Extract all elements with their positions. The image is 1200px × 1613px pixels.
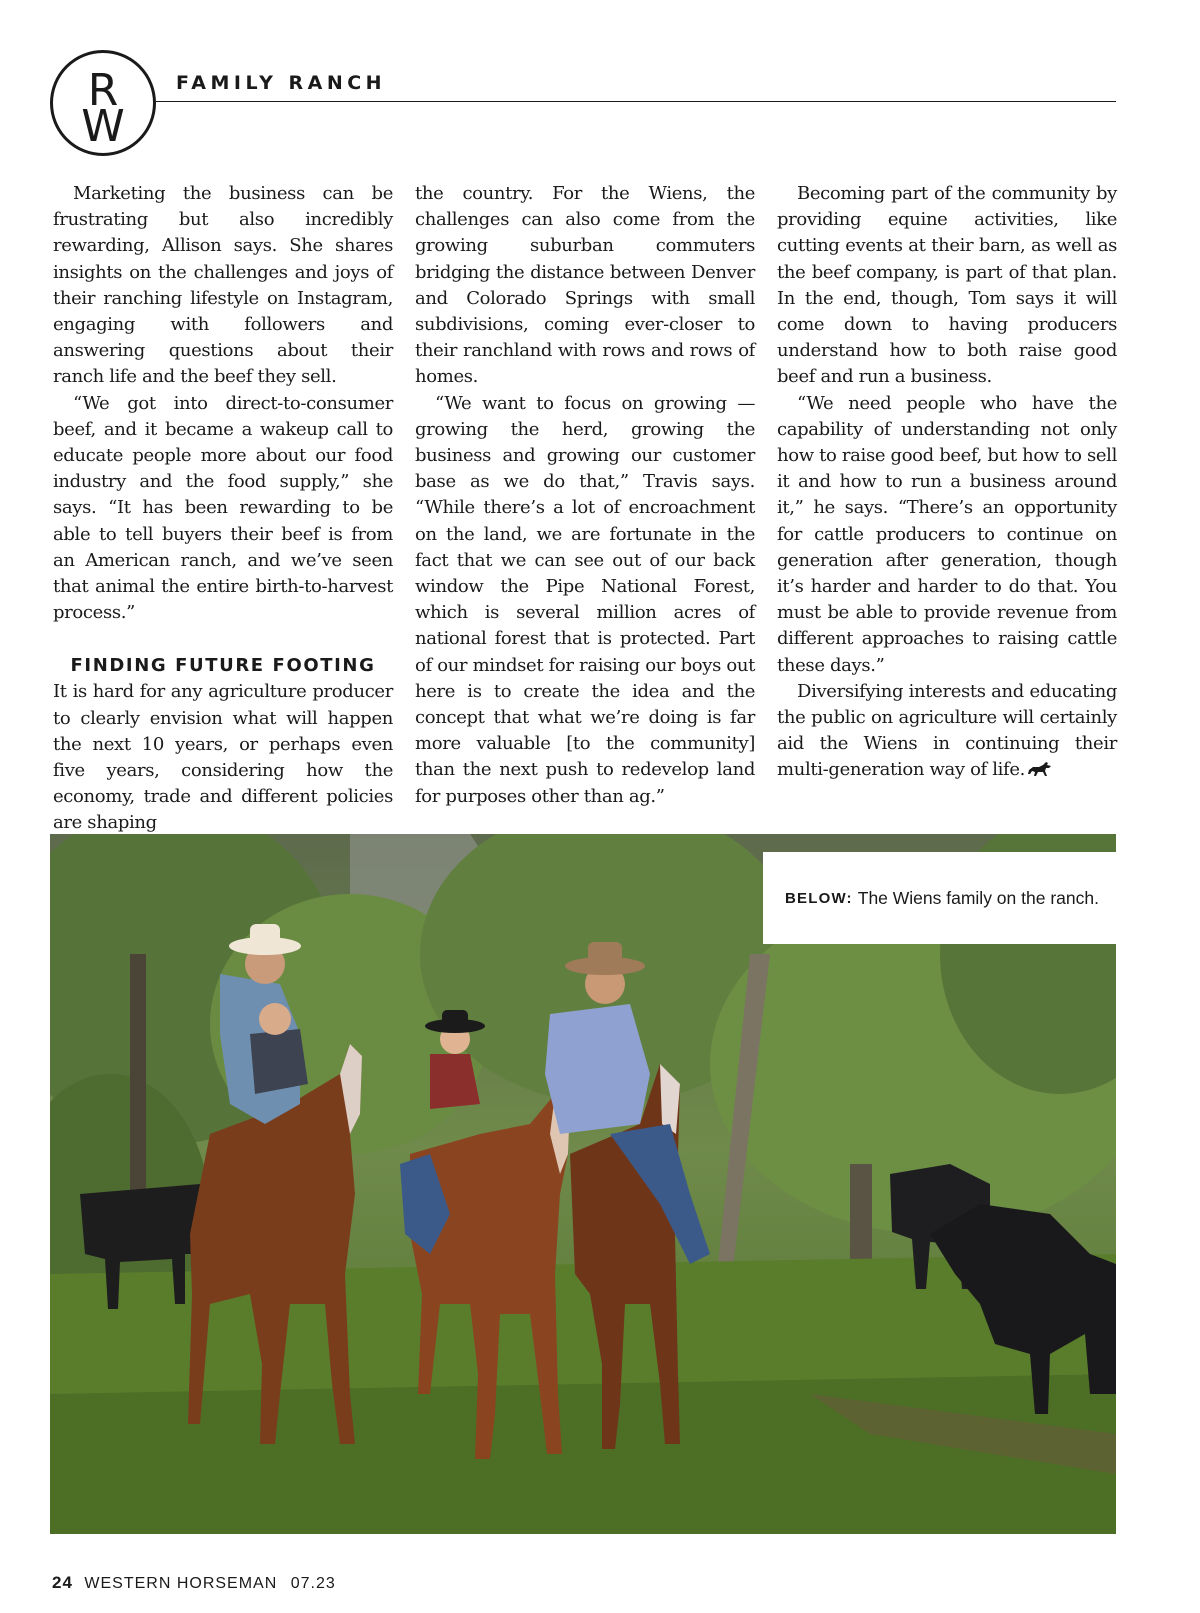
magazine-name: WESTERN HORSEMAN: [84, 1575, 278, 1592]
article-column-1: [53, 181, 393, 837]
article-paragraph: “We want to focus on growing — growing the herd, growing the business and growing our customer base as we do that,” Travis says. “While there’s a lot of encroachment on the land, we are fortunate in the fact that we can see out of our back window the Pipe National Forest, which is several million acres of national forest that is protected. Part of our mindset for raising our boys out here is to create the idea and the concept that what we’re doing is far more valuable [to the community] than the next push to redevelop land for purposes other than ag.”: [415, 392, 755, 807]
article-paragraph: It is hard for any agriculture producer to clearly envision what will happen the next 10 years, or perhaps even five years, considering how the economy, trade and different policies are shaping: [53, 681, 393, 834]
horse-end-mark-icon: [1027, 761, 1053, 777]
svg-text:W: W: [81, 101, 125, 152]
article-column-2: [415, 181, 755, 810]
article-paragraph: “We need people who have the capability of understanding not only how to raise good beef, but how to sell it and how to run a business around it,” he says. “There’s an opportunity for cattle producers to continue on generation after generation, though it’s harder and harder to do that. You must be able to provide revenue from different approaches to raising cattle these days.”: [777, 392, 1117, 676]
subheading: FINDING FUTURE FOOTING: [70, 655, 376, 677]
article-column-3: [777, 181, 1117, 784]
article-paragraph: Becoming part of the community by providing equine activities, like cutting events at their barn, as well as the beef company, is part of that plan. In the end, though, Tom says it will come down to having producers understand how to both raise good beef and run a business.: [777, 183, 1117, 388]
article-paragraph: the country. For the Wiens, the challenges can also come from the growing suburban commuters bridging the distance between Denver and Colorado Springs with small subdivisions, coming ever-closer to their ranchland with rows and rows of homes.: [415, 183, 755, 388]
article-paragraph: Marketing the business can be frustrating but also incredibly rewarding, Allison says. She shares insights on the challenges and joys of their ranching lifestyle on Instagram, engaging with followers and answering questions about their ranch life and the beef they sell.: [53, 183, 393, 388]
caption-lead: BELOW:: [785, 889, 853, 907]
article-paragraph-final: [777, 679, 1117, 784]
section-label: FAMILY RANCH: [176, 72, 387, 94]
page-number: 24: [52, 1573, 73, 1592]
final-paragraph-text: Diversifying interests and educating the public on agriculture will certainly aid the Wiens in continuing their multi-generation way of life.: [777, 680, 1117, 781]
issue-date: 07.23: [290, 1575, 336, 1592]
header-rule: [156, 101, 1116, 102]
article-paragraph: “We got into direct-to-consumer beef, and it became a wakeup call to educate people more about our food industry and the food supply,” she says. “It has been rewarding to be able to tell buyers their beef is from an American ranch, and we’ve seen that animal the entire birth-to-harvest process.”: [53, 392, 393, 624]
rw-logo-mark: [53, 53, 153, 153]
caption-text: The Wiens family on the ranch.: [857, 887, 1099, 908]
svg-text:R: R: [87, 65, 119, 116]
page-footer: [52, 1573, 336, 1593]
photo-caption: [763, 852, 1116, 944]
magazine-logo: [50, 50, 156, 156]
